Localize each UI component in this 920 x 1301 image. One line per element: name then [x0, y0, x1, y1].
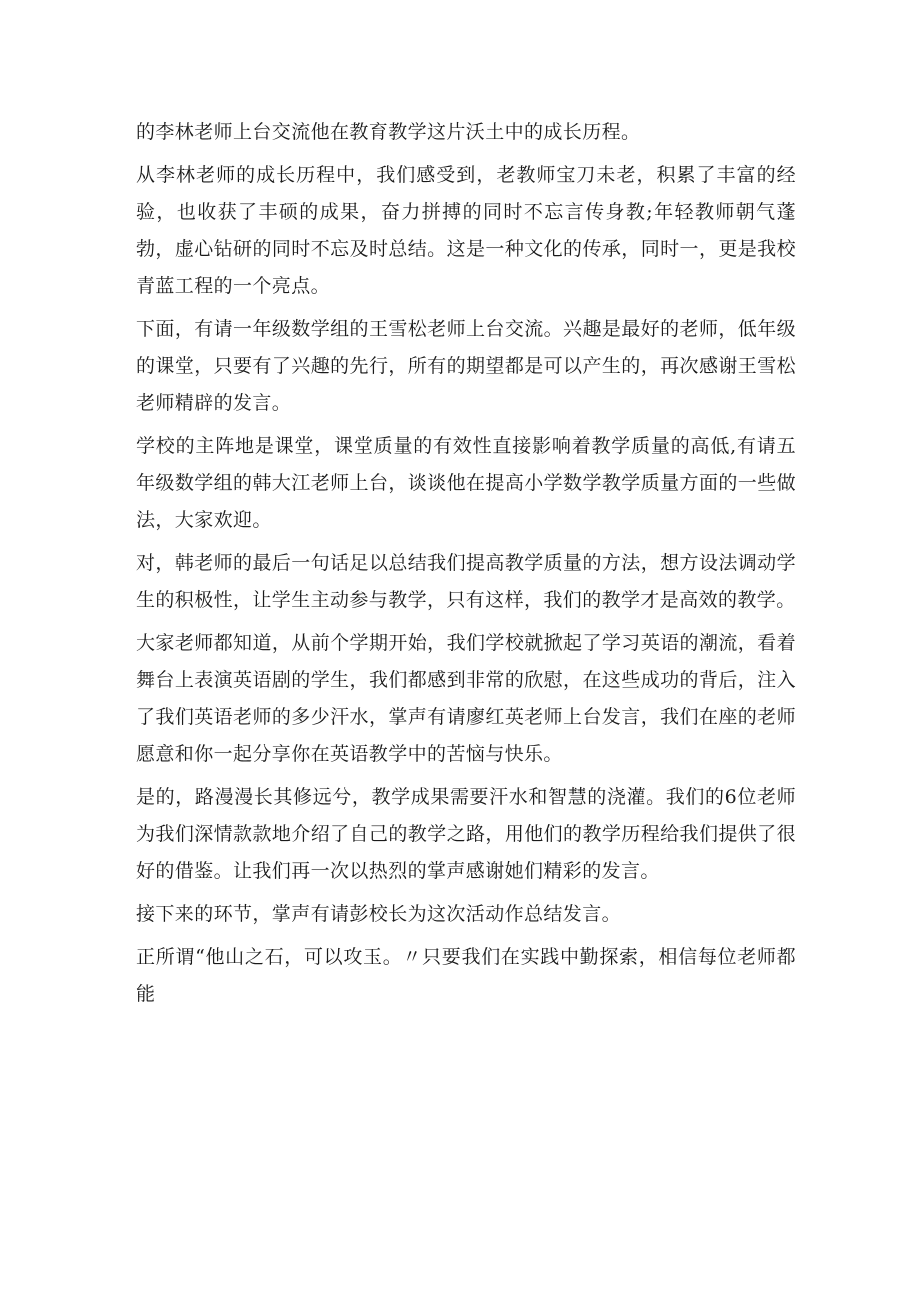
paragraph: 接下来的环节，掌声有请彭校长为这次活动作总结发言。: [136, 903, 622, 925]
paragraph: 对，韩老师的最后一句话足以总结我们提高教学质量的方法，想方设法调动学生的积极性，让学生主动参与教学，只有这样，我们的教学才是高效的教学。: [136, 552, 796, 611]
paragraph: 从李林老师的成长历程中，我们感受到，老教师宝刀未老，积累了丰富的经验，也收获了丰硕的成果，奋力拼搏的同时不忘言传身教;年轻教师朝气蓬勃，虚心钻研的同时不忘及时总结。这是一种文化的传承，同时一，更是我校青蓝工程的一个亮点。: [136, 164, 796, 297]
paragraph: 大家老师都知道，从前个学期开始，我们学校就掀起了学习英语的潮流，看着舞台上表演英语剧的学生，我们都感到非常的欣慰，在这些成功的背后，注入了我们英语老师的多少汗水，掌声有请廖红英老师上台发言，我们在座的老师愿意和你一起分享你在英语教学中的苦恼与快乐。: [136, 632, 796, 765]
paragraph: 的李林老师上台交流他在教育教学这片沃土中的成长历程。: [136, 121, 641, 143]
paragraph: 学校的主阵地是课堂，课堂质量的有效性直接影响着教学质量的高低,有请五年级数学组的韩大江老师上台，谈谈他在提高小学数学教学质量方面的一些做法，大家欢迎。: [136, 435, 796, 531]
document-body: [136, 114, 796, 1019]
paragraph: 下面，有请一年级数学组的王雪松老师上台交流。兴趣是最好的老师，低年级的课堂，只要有了兴趣的先行，所有的期望都是可以产生的，再次感谢王雪松老师精辟的发言。: [136, 318, 796, 414]
paragraph: 是的，路漫漫长其修远兮，教学成果需要汗水和智慧的浇灌。我们的6位老师为我们深情款款地介绍了自己的教学之路，用他们的教学历程给我们提供了很好的借鉴。让我们再一次以热烈的掌声感谢她们精彩的发言。: [136, 786, 796, 882]
paragraph: 正所谓“他山之石，可以攻玉。〃只要我们在实践中勤探索，相信每位老师都能: [136, 946, 796, 1005]
